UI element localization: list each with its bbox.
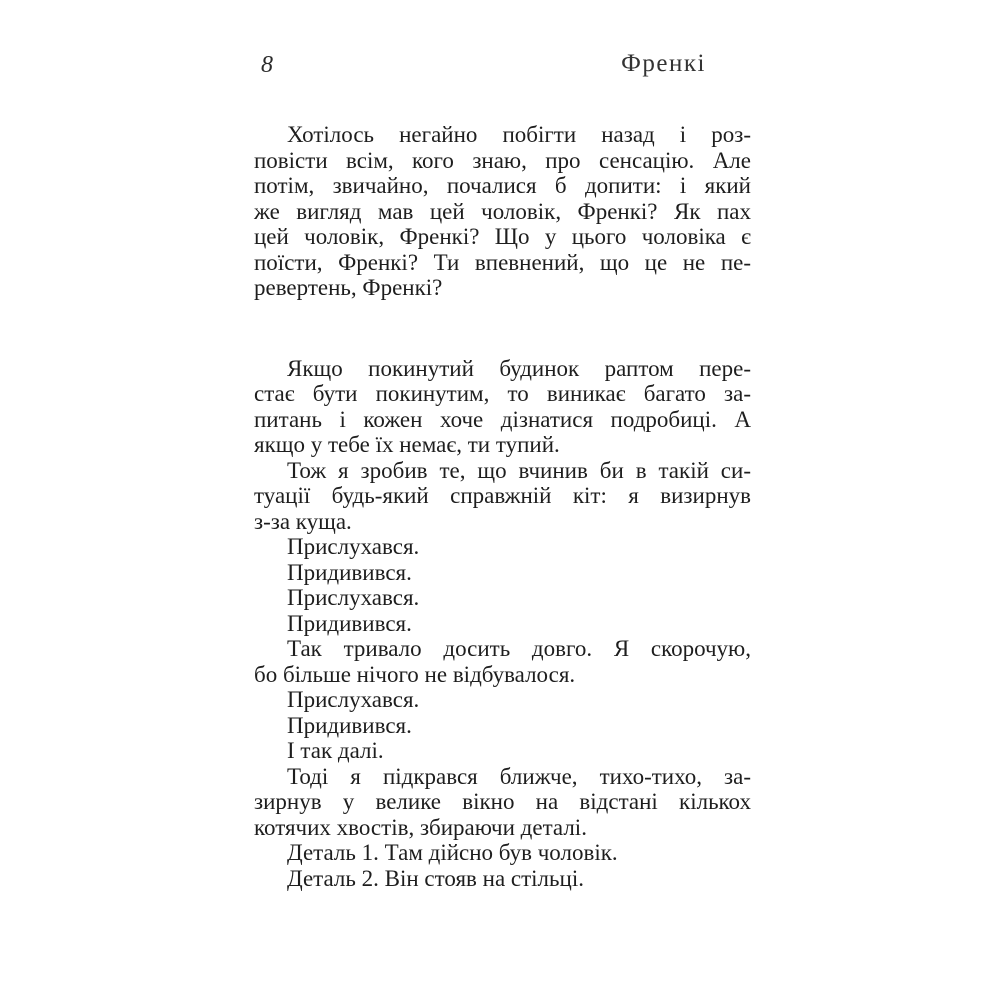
paragraph <box>254 356 751 458</box>
text-line: Деталь 2. Він стояв на стільці. <box>287 865 584 891</box>
text-line: зирнув у велике вікно на відстані кількох <box>254 789 751 814</box>
text-line: потім, звичайно, почалися б допити: і який <box>254 173 751 198</box>
paragraph <box>254 738 751 764</box>
text-line: Тоді я підкрався ближче, тихо-тихо, за- <box>287 763 751 789</box>
text-line: цей чоловік, Френкі? Що у цього чоловіка є <box>254 224 751 249</box>
text-line: Придивився. <box>287 559 412 585</box>
paragraph <box>254 764 751 841</box>
paragraph <box>254 611 751 637</box>
text-line: Хотілось негайно побігти назад і роз- <box>287 122 751 147</box>
text-line: Придивився. <box>287 610 412 636</box>
text-line: поїсти, Френкі? Ти впевнений, що це не пе- <box>254 249 751 275</box>
text-line: бо більше нічого не відбувалося. <box>254 661 576 687</box>
paragraph <box>254 687 751 713</box>
text-line: Деталь 1. Там дійсно був чоловік. <box>287 840 618 865</box>
text-line: Прислухався. <box>287 534 420 559</box>
text-line: І так далі. <box>287 738 384 763</box>
page-body <box>254 122 751 891</box>
paragraph <box>254 534 751 560</box>
paragraph <box>254 560 751 586</box>
text-line: Якщо покинутий будинок раптом пере- <box>287 355 751 381</box>
paragraph <box>254 866 751 892</box>
paragraph <box>254 636 751 687</box>
text-line: якщо у тебе їх немає, ти тупий. <box>254 432 560 457</box>
text-line: ревертень, Френкі? <box>254 275 443 300</box>
text-line: Прислухався. <box>287 585 420 610</box>
paragraph <box>254 458 751 535</box>
text-line: питань і кожен хоче дізнатися подробиці. А <box>254 406 751 432</box>
text-line: туації будь-який справжній кіт: я визирнув <box>254 483 751 508</box>
running-title: Френкі <box>621 50 706 77</box>
text-line: Прислухався. <box>287 687 420 712</box>
text-line: Придивився. <box>287 712 412 738</box>
text-line: стає бути покинутим, то виникає багато за- <box>254 381 751 406</box>
text-line: Тож я зробив те, що вчинив би в такій си- <box>287 457 751 483</box>
paragraph <box>254 122 751 301</box>
text-line: котячих хвостів, збираючи деталі. <box>254 814 587 840</box>
paragraph <box>254 840 751 866</box>
paragraph <box>254 585 751 611</box>
page-number: 8 <box>261 52 273 78</box>
text-line: Так тривало досить довго. Я скорочую, <box>287 636 751 661</box>
text-line: повісти всім, кого знаю, про сенсацію. Але <box>254 147 751 173</box>
text-line: же вигляд мав цей чоловік, Френкі? Як пах <box>254 198 751 224</box>
text-line: з-за куща. <box>254 508 352 534</box>
paragraph <box>254 713 751 739</box>
